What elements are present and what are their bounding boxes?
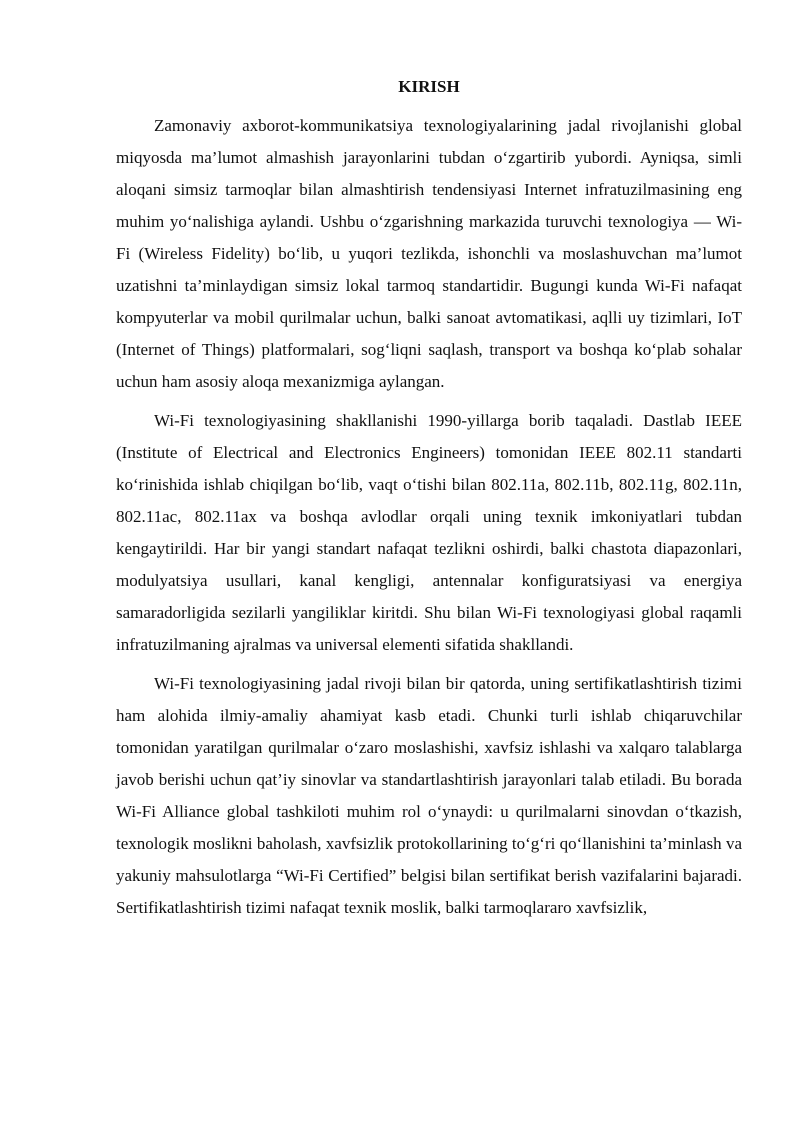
paragraph-1: Zamonaviy axborot-kommunikatsiya texnologiyalarining jadal rivojlanishi global miqyosda ma’lumot almashish jarayonlarini tubdan o‘zgartirib yubordi. Ayniqsa, simli aloqani simsiz tarmoqlar bilan almashtirish tendensiyasi Internet infratuzilmasining eng muhim yo‘nalishiga aylandi. Ushbu o‘zgarishning markazida turuvchi texnologiya — Wi-Fi (Wireless Fidelity) bo‘lib, u yuqori tezlikda, ishonchli va moslashuvchan ma’lumot uzatishni ta’minlaydigan simsiz lokal tarmoq standartidir. Bugungi kunda Wi-Fi nafaqat kompyuterlar va mobil qurilmalar uchun, balki sanoat avtomatikasi, aqlli uy tizimlari, IoT (Internet of Things) platformalari, sog‘liqni saqlash, transport va boshqa ko‘plab sohalar uchun ham asosiy aloqa mexanizmiga aylangan. [116, 116, 742, 391]
document-page [116, 76, 742, 931]
paragraph-2: Wi-Fi texnologiyasining shakllanishi 1990-yillarga borib taqaladi. Dastlab IEEE (Institute of Electrical and Electronics Engineers) tomonidan IEEE 802.11 standarti ko‘rinishida ishlab chiqilgan bo‘lib, vaqt o‘tishi bilan 802.11a, 802.11b, 802.11g, 802.11n, 802.11ac, 802.11ax va boshqa avlodlar orqali uning texnik imkoniyatlari tubdan kengaytirildi. Har bir yangi standart nafaqat tezlikni oshirdi, balki chastota diapazonlari, modulyatsiya usullari, kanal kengligi, antennalar konfiguratsiyasi va energiya samaradorligida sezilarli yangiliklar kiritdi. Shu bilan Wi-Fi texnologiyasi global raqamli infratuzilmaning ajralmas va universal elementi sifatida shakllandi. [116, 411, 742, 654]
section-title: KIRISH [398, 77, 460, 96]
paragraph-3: Wi-Fi texnologiyasining jadal rivoji bilan bir qatorda, uning sertifikatlashtirish tizimi ham alohida ilmiy-amaliy ahamiyat kasb etadi. Chunki turli ishlab chiqaruvchilar tomonidan yaratilgan qurilmalar o‘zaro moslashishi, xavfsiz ishlashi va xalqaro talablarga javob berishi uchun qat’iy sinovlar va standartlashtirish jarayonlari talab etiladi. Bu borada Wi-Fi Alliance global tashkiloti muhim rol o‘ynaydi: u qurilmalarni sinovdan o‘tkazish, texnologik moslikni baholash, xavfsizlik protokollarining to‘g‘ri qo‘llanishini ta’minlash va yakuniy mahsulotlarga “Wi-Fi Certified” belgisi bilan sertifikat berish vazifalarini bajaradi. Sertifikatlashtirish tizimi nafaqat texnik moslik, balki tarmoqlararo xavfsizlik, [116, 674, 742, 917]
